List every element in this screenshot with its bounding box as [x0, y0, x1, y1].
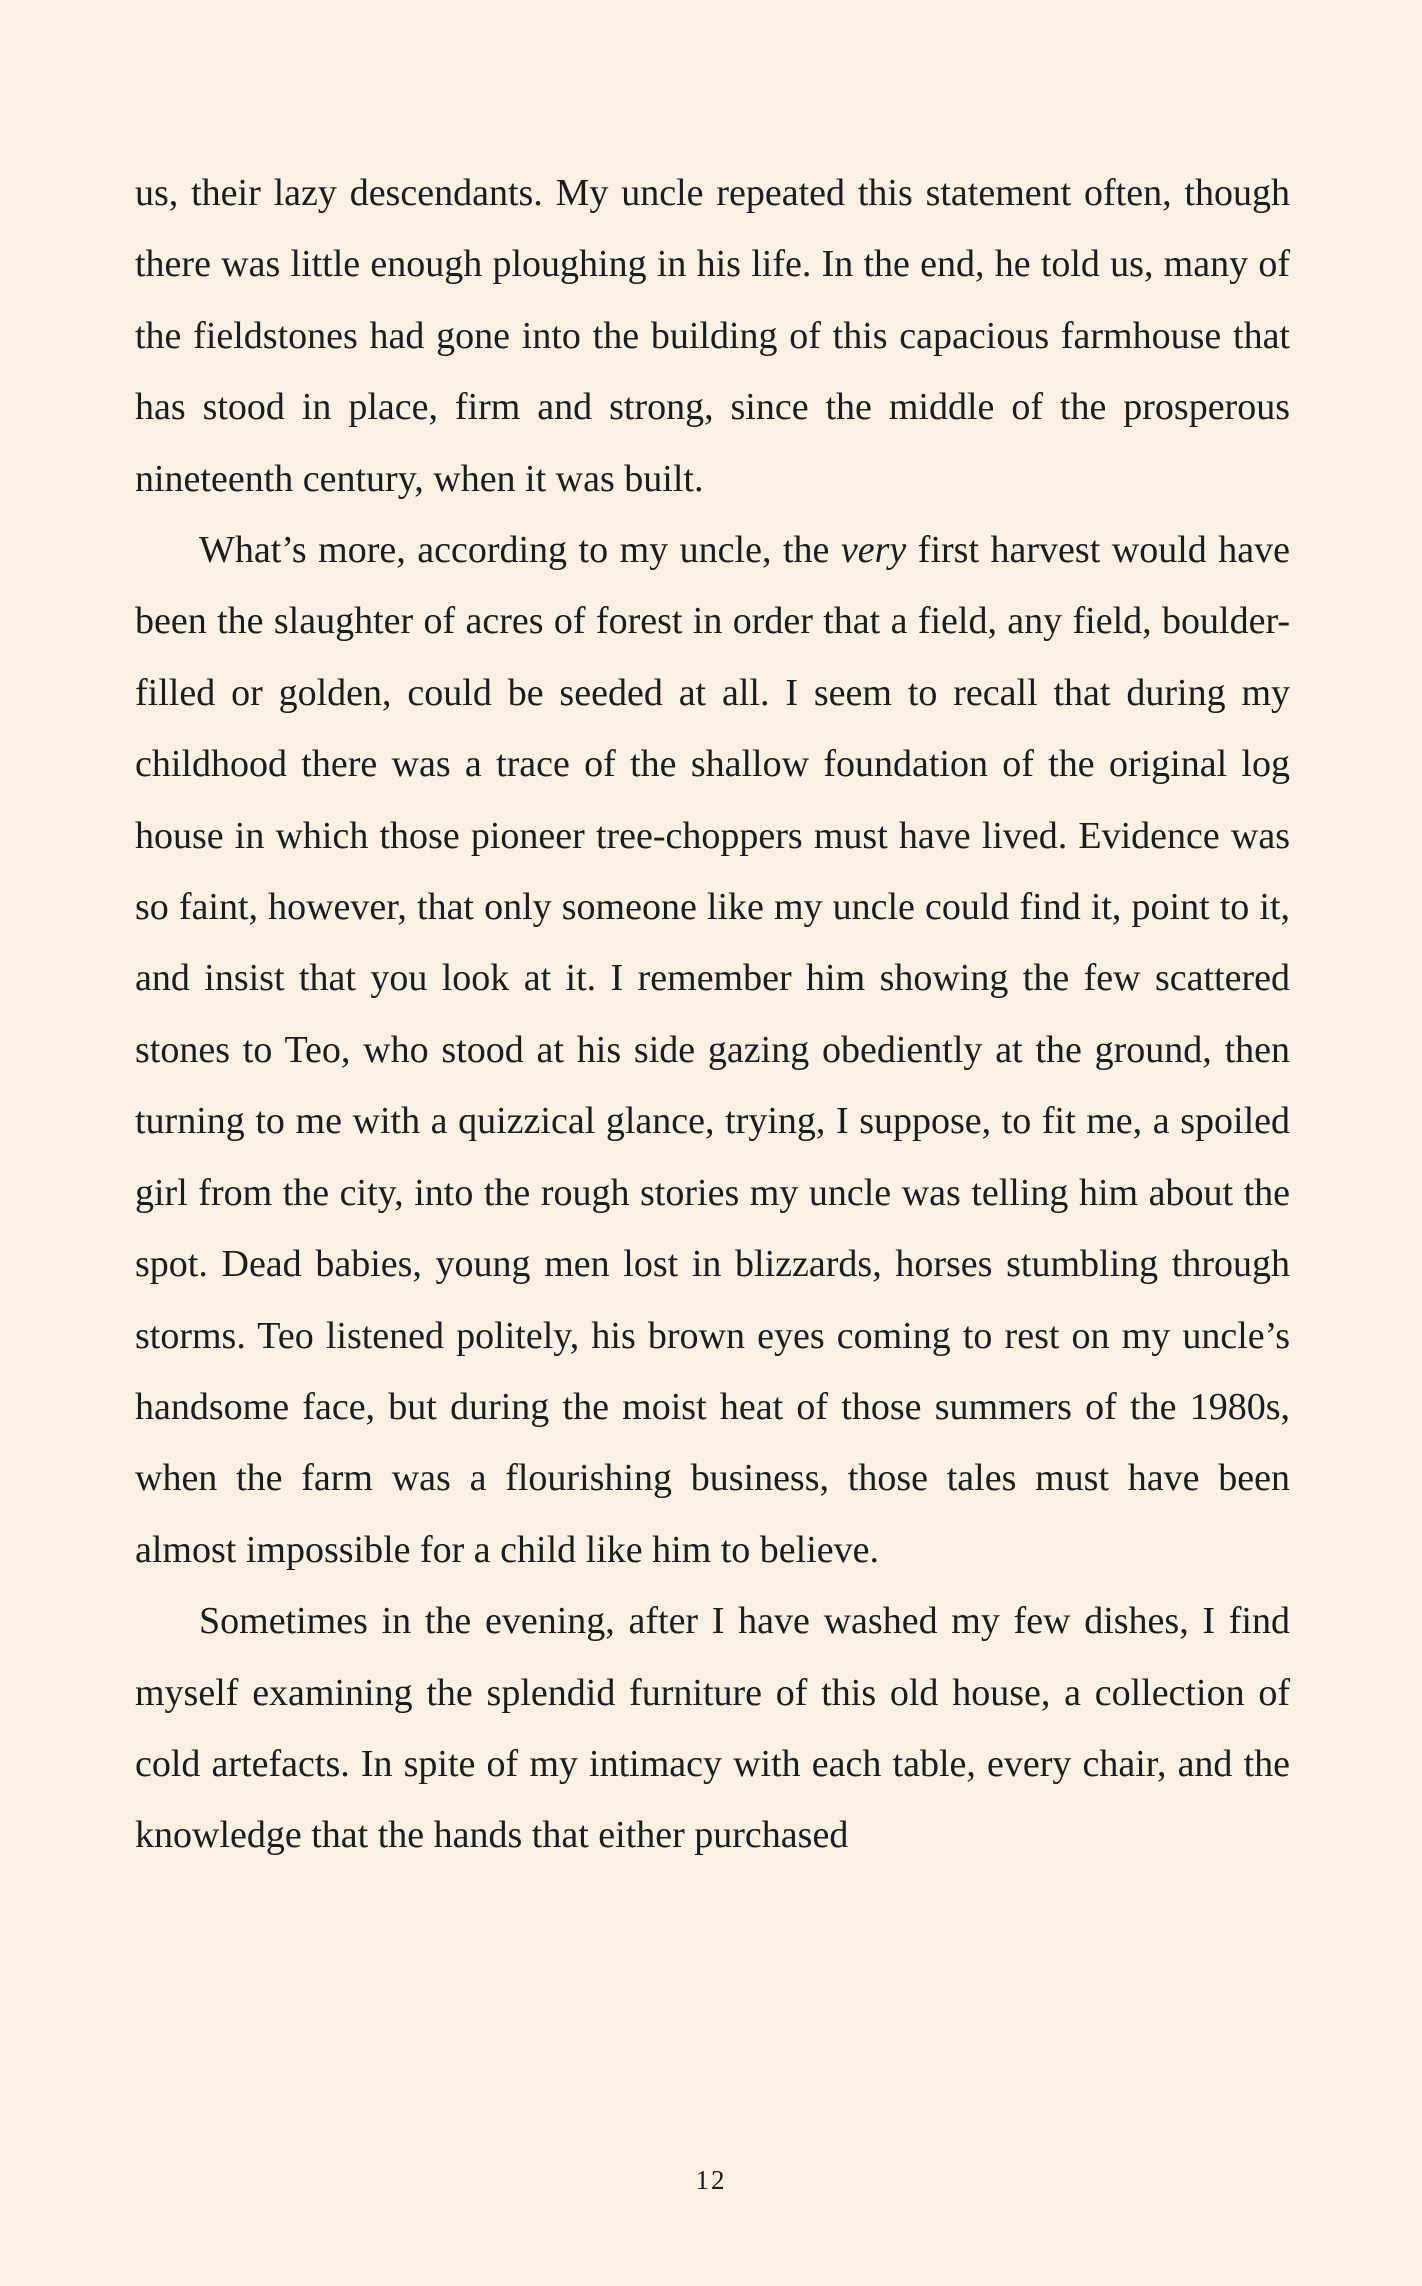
paragraph-1-text: us, their lazy descendants. My uncle repeated this statement often, though there was little enough ploughing in his life. In the end, he told us, many of the fieldstones had gone into the building of this capacious farmhouse that has stood in place, firm and strong, since the middle of the prosperous nineteenth century, when it was built.: [135, 172, 1290, 500]
paragraph-2-text-start: What’s more, according to my uncle, the: [199, 529, 841, 572]
paragraph-2: [135, 515, 1290, 1586]
paragraph-3-text: Sometimes in the evening, after I have washed my few dishes, I find myself examining the splendid furniture of this old house, a collection of cold artefacts. In spite of my intimacy with each table, every chair, and the knowledge that the hands that either purchased: [135, 1600, 1290, 1857]
emphasis-very: very: [840, 529, 907, 572]
book-page: [135, 158, 1290, 1872]
paragraph-1: [135, 158, 1290, 515]
paragraph-2-text-rest: first harvest would have been the slaughter of acres of forest in order that a field, any field, boulder-filled or golden, could be seeded at all. I seem to recall that during my childhood there was a trace of the shallow foundation of the original log house in which those pioneer tree-choppers must have lived. Evidence was so faint, however, that only someone like my uncle could find it, point to it, and insist that you look at it. I remember him showing the few scattered stones to Teo, who stood at his side gazing obediently at the ground, then turning to me with a quizzical glance, trying, I suppose, to fit me, a spoiled girl from the city, into the rough stories my uncle was telling him about the spot. Dead babies, young men lost in blizzards, horses stumbling through storms. Teo listened politely, his brown eyes coming to rest on my uncle’s handsome face, but during the moist heat of those summers of the 1980s, when the farm was a flourishing business, those tales must have been almost impossible for a child like him to believe.: [135, 529, 1290, 1571]
paragraph-3: [135, 1586, 1290, 1872]
page-number: 12: [695, 2165, 727, 2195]
